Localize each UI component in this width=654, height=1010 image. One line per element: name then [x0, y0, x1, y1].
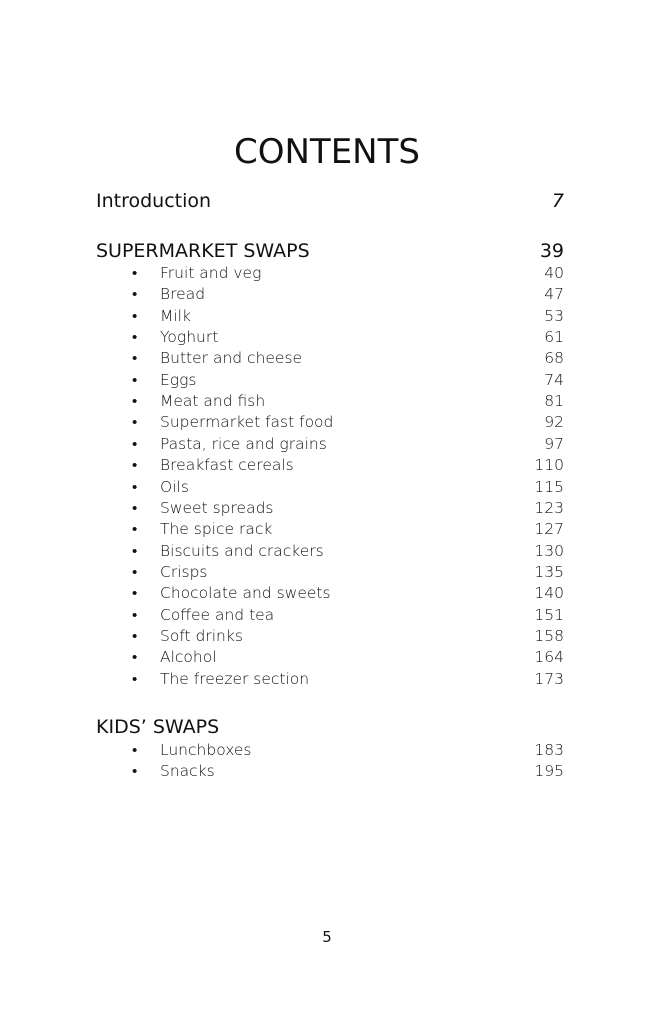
- toc-entry-label: Supermarket fast food: [160, 413, 334, 432]
- toc-section-supermarket-swaps[interactable]: [96, 240, 564, 262]
- toc-entry-left: [96, 499, 274, 517]
- toc-page-number: 151: [534, 605, 564, 624]
- toc-entry-left: [96, 307, 191, 325]
- toc-entry[interactable]: [96, 668, 564, 690]
- toc-entry-left: [96, 435, 327, 453]
- toc-entry-left: [96, 285, 205, 303]
- bullet-icon: •: [132, 349, 138, 368]
- bullet-icon: •: [132, 413, 138, 432]
- toc-entry-left: [96, 627, 243, 645]
- toc-page-number: 164: [534, 648, 564, 667]
- toc-entry-introduction[interactable]: [96, 190, 564, 212]
- toc-section-label: SUPERMARKET SWAPS: [96, 240, 310, 262]
- toc-page-number: 61: [544, 328, 564, 347]
- bullet-icon: •: [132, 328, 138, 347]
- toc-entry[interactable]: [96, 390, 564, 412]
- bullet-icon: •: [132, 306, 138, 325]
- toc-entry[interactable]: [96, 561, 564, 583]
- toc-entry[interactable]: [96, 497, 564, 519]
- toc-page-number: 140: [534, 584, 564, 603]
- toc-page-number: 74: [544, 370, 564, 389]
- toc-entry-label: Bread: [160, 285, 206, 304]
- bullet-icon: •: [132, 669, 138, 688]
- toc-entry[interactable]: [96, 625, 564, 647]
- toc-entry-left: [96, 670, 309, 688]
- toc-entry-label: Butter and cheese: [160, 349, 303, 368]
- toc-entry[interactable]: [96, 411, 564, 433]
- bullet-icon: •: [132, 741, 138, 759]
- toc-entry-label: Chocolate and sweets: [160, 584, 331, 603]
- toc-page-number: 92: [544, 413, 564, 432]
- toc-entry[interactable]: [96, 262, 564, 284]
- toc-entry-label: Crisps: [160, 562, 208, 581]
- toc-entry-label: Sweet spreads: [160, 498, 274, 517]
- toc-entry-left: [96, 371, 196, 389]
- toc-page-number: 39: [539, 240, 564, 262]
- toc-entry-label: Yoghurt: [160, 328, 219, 347]
- toc-entry-left: [96, 584, 331, 602]
- toc-page-number: 158: [534, 626, 564, 645]
- toc-page-number: 40: [544, 264, 564, 282]
- toc-entry[interactable]: [96, 646, 564, 668]
- toc-entry-left: [96, 542, 324, 560]
- toc-entry-label: Alcohol: [160, 648, 217, 667]
- toc-page-number: 123: [534, 498, 564, 517]
- bullet-icon: •: [132, 562, 138, 581]
- bullet-icon: •: [132, 392, 138, 411]
- toc-page-number: 68: [544, 349, 564, 368]
- bullet-icon: •: [132, 477, 138, 496]
- bullet-icon: •: [132, 370, 138, 389]
- toc-entry-label: Milk: [160, 306, 191, 325]
- page-number: 5: [322, 928, 332, 946]
- toc-entry[interactable]: [96, 518, 564, 540]
- toc-page-number: 53: [544, 306, 564, 325]
- toc-page-number: 135: [534, 562, 564, 581]
- toc-entry-label: Fruit and veg: [160, 264, 262, 282]
- toc-entry-left: [96, 606, 274, 624]
- toc-entry[interactable]: [96, 540, 564, 562]
- toc-page-number: 195: [534, 762, 564, 781]
- bullet-icon: •: [132, 605, 138, 624]
- toc-entry-left: [96, 392, 265, 410]
- toc-entry-label: Soft drinks: [160, 626, 243, 645]
- bullet-icon: •: [132, 434, 138, 453]
- toc-section-kids-swaps[interactable]: [96, 716, 564, 738]
- toc-entry-label: The freezer section: [160, 669, 310, 688]
- toc-page-number: 7: [551, 190, 564, 212]
- toc-entry-label: Meat and fish: [160, 392, 266, 411]
- toc-page-number: 110: [534, 456, 564, 475]
- toc-entry-left: [96, 478, 189, 496]
- toc-page-number: 130: [534, 541, 564, 560]
- bullet-icon: •: [132, 520, 138, 539]
- bullet-icon: •: [132, 285, 138, 304]
- bullet-icon: •: [132, 584, 138, 603]
- bullet-icon: •: [132, 541, 138, 560]
- toc-section-label: KIDS’ SWAPS: [96, 716, 220, 738]
- toc-entry-left: [96, 520, 272, 538]
- toc-entry[interactable]: [96, 760, 564, 782]
- toc-page-number: 115: [534, 477, 564, 496]
- toc-entry-label: Eggs: [160, 370, 197, 389]
- toc-page-number: 47: [544, 285, 564, 304]
- bullet-icon: •: [132, 456, 138, 475]
- toc-entry[interactable]: [96, 305, 564, 327]
- toc-entry-left: [96, 648, 217, 666]
- toc-entry[interactable]: [96, 433, 564, 455]
- toc-entry-left: [96, 762, 215, 780]
- toc-page-number: 183: [534, 741, 564, 759]
- toc-entry-left: [96, 349, 302, 367]
- toc-entry-label: Snacks: [160, 762, 215, 781]
- bullet-icon: •: [132, 626, 138, 645]
- toc-entry[interactable]: [96, 476, 564, 498]
- toc-entry-label: The spice rack: [160, 520, 273, 539]
- contents-heading: CONTENTS: [234, 132, 420, 172]
- toc-entry-left: [96, 264, 261, 282]
- toc-page-number: 81: [544, 392, 564, 411]
- toc-entry[interactable]: [96, 739, 564, 761]
- toc-entry-left: [96, 328, 218, 346]
- toc-entry-left: [96, 563, 208, 581]
- toc-page-number: 127: [534, 520, 564, 539]
- toc-entry-label: Coffee and tea: [160, 605, 275, 624]
- toc-entry[interactable]: [96, 582, 564, 604]
- toc-entry-label: Lunchboxes: [160, 741, 252, 759]
- toc-entry[interactable]: [96, 369, 564, 391]
- toc-entry-left: [96, 741, 252, 759]
- toc-entry-left: [96, 413, 333, 431]
- bullet-icon: •: [132, 264, 138, 282]
- toc-entry[interactable]: [96, 454, 564, 476]
- toc-entry[interactable]: [96, 604, 564, 626]
- toc-entry[interactable]: [96, 283, 564, 305]
- toc-entry-label: Pasta, rice and grains: [160, 434, 327, 453]
- toc-page-number: 173: [534, 669, 564, 688]
- toc-entry[interactable]: [96, 347, 564, 369]
- toc-entry-label: Oils: [160, 477, 189, 496]
- toc-entry-label: Breakfast cereals: [160, 456, 294, 475]
- toc-entry-label: Introduction: [96, 190, 212, 212]
- bullet-icon: •: [132, 498, 138, 517]
- toc-page-number: 97: [544, 434, 564, 453]
- toc-entry-label: Biscuits and crackers: [160, 541, 324, 560]
- bullet-icon: •: [132, 762, 138, 781]
- toc-entry[interactable]: [96, 326, 564, 348]
- toc-entry-left: [96, 456, 294, 474]
- bullet-icon: •: [132, 648, 138, 667]
